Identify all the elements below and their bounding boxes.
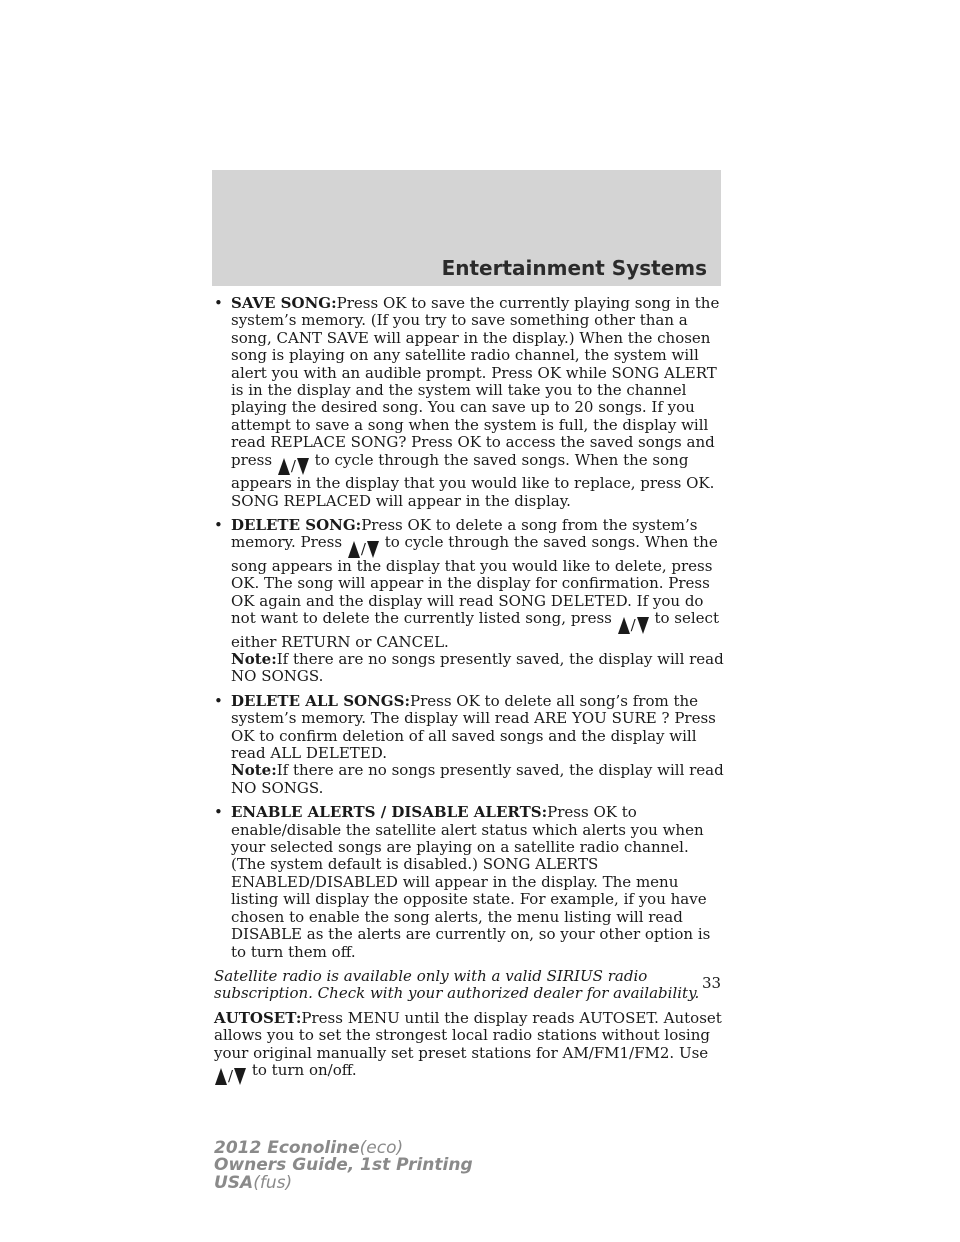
- up-arrow-icon: [278, 458, 290, 475]
- bullet: •: [214, 803, 223, 822]
- section-header: [212, 170, 721, 286]
- list-item-save-song: [214, 295, 724, 510]
- note-text: If there are no songs presently saved, the display will read NO SONGS.: [231, 761, 724, 797]
- term-save-song: SAVE SONG:: [231, 294, 337, 312]
- down-arrow-icon: [234, 1068, 246, 1085]
- footer-guide: Owners Guide, 1st Printing: [214, 1155, 473, 1176]
- list-item-delete-all-songs: [214, 693, 724, 797]
- up-down-arrows: /: [348, 541, 379, 558]
- document-footer: [214, 1140, 473, 1192]
- page-content: [214, 295, 724, 1092]
- footer-market-code: (fus): [253, 1172, 293, 1193]
- up-arrow-icon: [215, 1068, 227, 1085]
- term-delete-all-songs: DELETE ALL SONGS:: [231, 691, 410, 710]
- delete-song-text-2: to cycle through the saved songs. When the song appears in the display that you would like to delete, press OK. The song will appear in the display for confirmation. Press OK again and the display will read SONG DELETED. If you do not want to delete the currently listed song, press: [231, 533, 718, 628]
- bullet: •: [214, 515, 223, 534]
- down-arrow-icon: [637, 617, 649, 634]
- down-arrow-icon: [367, 541, 379, 558]
- bullet: •: [214, 294, 223, 312]
- footer-model: 2012 Econoline: [214, 1138, 360, 1158]
- up-arrow-icon: [618, 617, 630, 634]
- up-down-arrows: /: [215, 1068, 246, 1085]
- footer-model-code: (eco): [359, 1138, 404, 1158]
- footer-market: USA: [214, 1172, 254, 1193]
- note-label: Note:: [231, 761, 277, 780]
- term-enable-disable-alerts: ENABLE ALERTS / DISABLE ALERTS:: [231, 803, 548, 822]
- note-text: If there are no songs presently saved, the display will read NO SONGS.: [231, 650, 724, 686]
- term-autoset: AUTOSET:: [214, 1008, 302, 1027]
- down-arrow-icon: [297, 458, 309, 475]
- up-down-arrows: /: [278, 458, 309, 475]
- term-delete-song: DELETE SONG:: [231, 515, 362, 534]
- save-song-text-1: Press OK to save the currently playing song in the system’s memory. (If you try to save something other than a song, CANT SAVE will appear in the display.) When the chosen song is playing on any satellite radio channel, the system will alert you with an audible prompt. Press OK while SONG ALERT is in the display and the system will take you to the channel playing the desired song. You can save up to 20 songs. If you attempt to save a song when the system is full, the display will read REPLACE SONG? Press OK to access the saved songs and press: [231, 294, 720, 469]
- up-arrow-icon: [348, 541, 360, 558]
- section-title: Entertainment Systems: [441, 256, 707, 280]
- delete-song-text-1: Press OK to delete a song from the system’s memory. Press: [231, 515, 698, 552]
- autoset-text-2: to turn on/off.: [251, 1060, 357, 1079]
- up-down-arrows: /: [618, 617, 649, 634]
- list-item-enable-disable-alerts: [214, 804, 724, 961]
- footer-line-market: [214, 1172, 473, 1193]
- satellite-subscription-note: Satellite radio is available only with a valid SIRIUS radio subscription. Check with your authorized dealer for availability.: [214, 966, 700, 1003]
- autoset-text-1: Press MENU until the display reads AUTOSET. Autoset allows you to set the strongest local radio stations without losing your original manually set preset stations for AM/FM1/FM2. Use: [214, 1008, 722, 1062]
- delete-all-text: Press OK to delete all song’s from the system’s memory. The display will read ARE YOU SURE ? Press OK to confirm deletion of all saved songs and the display will read ALL DELETED.: [231, 691, 716, 763]
- list-item-delete-song: [214, 517, 724, 686]
- page-number: 33: [702, 974, 722, 992]
- delete-song-text-3: to select either RETURN or CANCEL.: [231, 609, 719, 651]
- alerts-text: Press OK to enable/disable the satellite alert status which alerts you when your selected songs are playing on a satellite radio channel. (The system default is disabled.) SONG ALERTS ENABLED/DISABLED will appear in the display. The menu listing will display the opposite state. For example, if you have chosen to enable the song alerts, the menu listing will read DISABLE as the alerts are currently on, so your other option is to turn them off.: [231, 803, 711, 961]
- save-song-text-2: to cycle through the saved songs. When the song appears in the display that you would like to replace, press OK. SONG REPLACED will appear in the display.: [231, 450, 715, 510]
- autoset-paragraph: [214, 1010, 724, 1086]
- note-label: Note:: [231, 650, 277, 668]
- bullet: •: [214, 691, 223, 710]
